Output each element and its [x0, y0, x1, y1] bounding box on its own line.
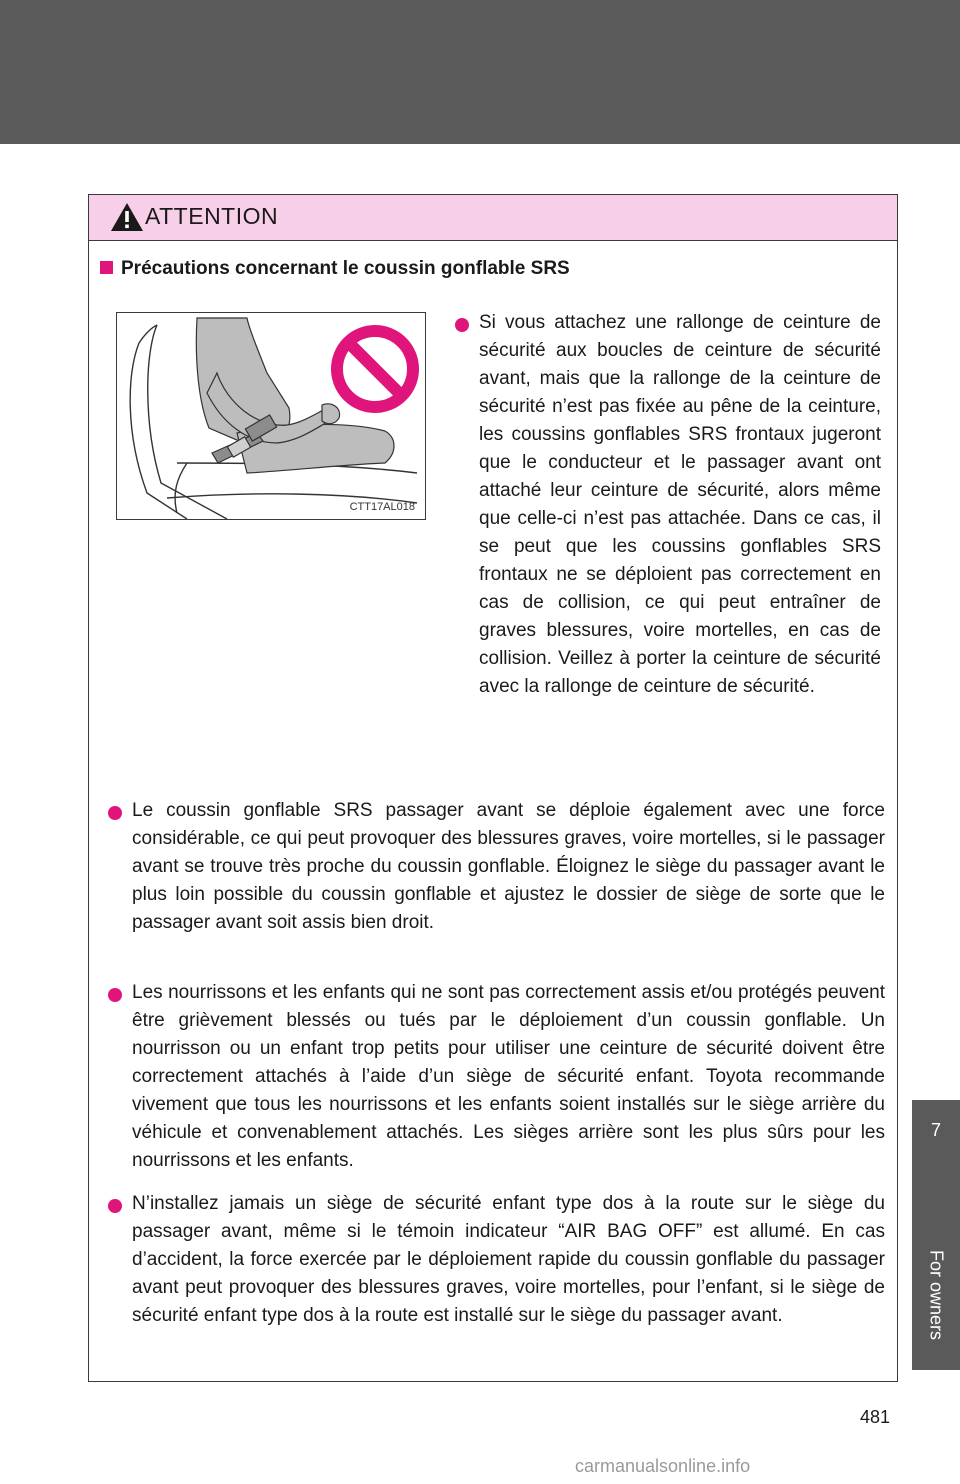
bullet-item	[132, 797, 885, 937]
bullet-text: N’installez jamais un siège de sécurité enfant type dos à la route sur le siège du passager avant, même si le témoin indicateur “AIR BAG OFF” est allumé. En cas d’accident, la force exercée par le déploiement rapide du coussin gonflable du passager avant peut provoquer des blessures graves, voire mortelles, pour l’enfant, si le siège de sécurité enfant type dos à la route est installé sur le siège du passager avant.	[132, 1193, 885, 1326]
illustration-code: CTT17AL018	[349, 501, 415, 513]
caution-box	[88, 194, 898, 1382]
bullet-text: Le coussin gonflable SRS passager avant se déploie également avec une force considérable, ce qui peut provoquer des blessures graves, voire mortelles, si le passager avant se trouve très proche du coussin gonflable. Éloignez le siège du passager avant le plus loin possible du coussin gonflable et ajustez le dossier de siège de sorte que le passager avant soit assis bien droit.	[132, 800, 885, 933]
section-heading-text: Précautions concernant le coussin gonflable SRS	[121, 258, 570, 279]
bullet-item	[132, 979, 885, 1175]
bullet-dot-icon	[108, 988, 122, 1002]
bullet-dot-icon	[108, 806, 122, 820]
bullet-text: Les nourrissons et les enfants qui ne sont pas correctement assis et/ou protégés peuvent être grièvement blessés ou tués par le déploiement d’un coussin gonflable. Un nourrisson ou un enfant trop petits pour utiliser une ceinture de sécurité doivent être correctement attachés à l’aide d’un siège de sécurité enfant. Toyota recommande vivement que tous les nourrissons et les enfants soient installés sur le siège arrière du véhicule et convenablement attachés. Les sièges arrière sont les plus sûrs pour les nourrissons et les enfants.	[132, 982, 885, 1171]
chapter-label: For owners	[926, 1249, 947, 1341]
chapter-number: 7	[930, 1120, 941, 1140]
warning-triangle-icon	[109, 201, 145, 233]
seatbelt-drawing	[117, 313, 425, 519]
page-number: 481	[859, 1407, 890, 1427]
square-bullet-icon	[100, 261, 113, 274]
seatbelt-illustration	[116, 312, 426, 520]
caution-title: ATTENTION	[145, 203, 279, 229]
prohibition-icon	[337, 331, 413, 407]
chapter-label-wrap	[912, 1240, 960, 1370]
bullet-dot-icon	[108, 1199, 122, 1213]
caution-header	[89, 195, 897, 241]
bullet-dot-icon	[455, 318, 469, 332]
chapter-side-tab[interactable]	[912, 1100, 960, 1370]
top-band	[0, 0, 960, 144]
bullet-item	[479, 309, 881, 701]
section-heading	[100, 258, 570, 280]
bullet-text: Si vous attachez une rallonge de ceinture de sécurité aux boucles de ceinture de sécurité avant, mais que la rallonge de la ceinture de sécurité n’est pas fixée au pêne de la ceinture, les coussins gonflables SRS frontaux jugeront que le conducteur et le passager avant ont attaché leur ceinture de sécurité, alors même que celle-ci n’est pas attachée. Dans ce cas, il se peut que les coussins gonflables SRS frontaux ne se déploient pas correctement en cas de collision, ce qui peut entraîner de graves blessures, voire mortelles, en cas de collision. Veillez à porter la ceinture de sécurité avec la rallonge de ceinture de sécurité.	[479, 312, 881, 697]
bullet-item	[132, 1190, 885, 1330]
watermark: carmanualsonline.info	[575, 1456, 751, 1476]
